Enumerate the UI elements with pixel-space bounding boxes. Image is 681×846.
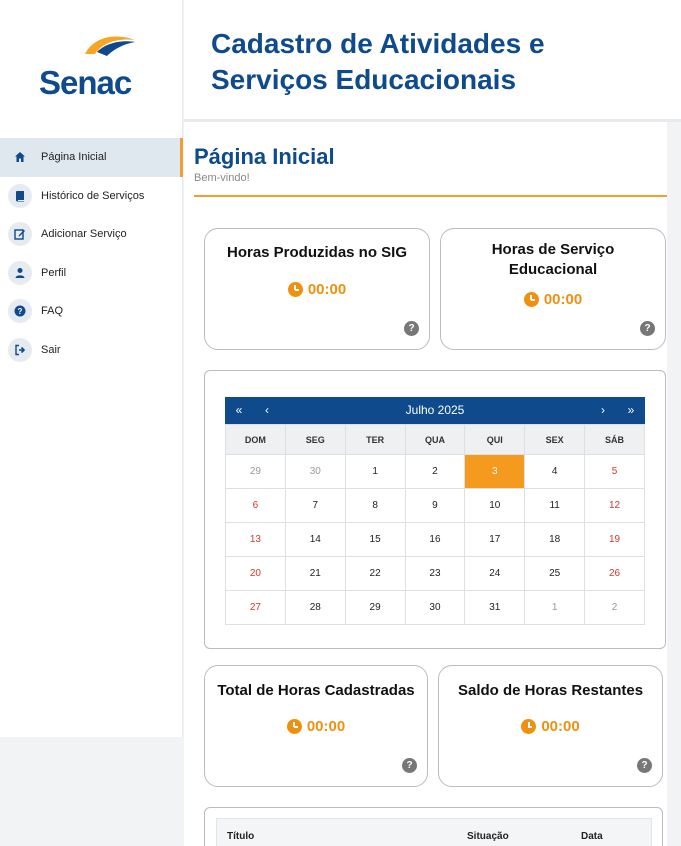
- sidebar-item-label: FAQ: [41, 305, 64, 318]
- logout-icon: [8, 338, 32, 362]
- card-value: [205, 281, 429, 298]
- svg-text:?: ?: [17, 307, 23, 317]
- calendar-day[interactable]: 19: [585, 523, 645, 557]
- weekday-header: SÁB: [585, 425, 645, 455]
- calendar-day[interactable]: 2: [405, 455, 465, 489]
- calendar-day[interactable]: 6: [226, 489, 286, 523]
- sidebar-item-perfil[interactable]: [0, 254, 183, 293]
- app-header: [184, 0, 681, 122]
- calendar-day[interactable]: 23: [405, 557, 465, 591]
- clock-icon: [287, 719, 302, 734]
- senac-logo: [37, 30, 149, 100]
- calendar-day[interactable]: 25: [525, 557, 585, 591]
- calendar-day[interactable]: 30: [405, 591, 465, 625]
- calendar-day[interactable]: 10: [465, 489, 525, 523]
- column-header-titulo: Título: [227, 831, 255, 842]
- calendar-week: [226, 523, 645, 557]
- question-icon: [8, 299, 32, 323]
- app-title: Cadastro de Atividades e Serviços Educacionais: [211, 28, 545, 95]
- table-header-row: [216, 818, 652, 846]
- book-icon: [8, 184, 32, 208]
- card-value: [439, 718, 662, 735]
- calendar-week: [226, 557, 645, 591]
- help-icon[interactable]: ?: [402, 758, 417, 773]
- card-title: Total de Horas Cadastradas: [217, 682, 415, 699]
- calendar-day[interactable]: 12: [585, 489, 645, 523]
- column-header-data: Data: [581, 831, 603, 842]
- calendar-month-label: Julho 2025: [405, 403, 465, 417]
- weekday-header: TER: [345, 425, 405, 455]
- card-horas-sig: [204, 228, 430, 350]
- services-table-card: [204, 807, 663, 846]
- calendar-day[interactable]: 26: [585, 557, 645, 591]
- card-value-text: 00:00: [541, 718, 580, 735]
- calendar-day[interactable]: 17: [465, 523, 525, 557]
- weekday-header: QUA: [405, 425, 465, 455]
- card-value-text: 00:00: [306, 718, 346, 735]
- card-saldo-horas: [438, 665, 663, 787]
- calendar-day[interactable]: 29: [226, 455, 286, 489]
- calendar-day[interactable]: 22: [345, 557, 405, 591]
- calendar-header: [225, 397, 645, 424]
- weekday-header: SEG: [285, 425, 345, 455]
- help-icon[interactable]: ?: [637, 758, 652, 773]
- column-header-situacao: Situação: [467, 831, 509, 842]
- calendar-day[interactable]: 18: [525, 523, 585, 557]
- sidebar-item-label: Sair: [41, 343, 61, 356]
- help-icon[interactable]: ?: [404, 321, 419, 336]
- sidebar-item-label: Perfil: [41, 266, 67, 279]
- card-horas-servico: [440, 228, 666, 350]
- calendar-day[interactable]: 2: [585, 591, 645, 625]
- sidebar-item-label: Adicionar Serviço: [41, 228, 127, 241]
- calendar-day[interactable]: 30: [285, 455, 345, 489]
- card-value-text: 00:00: [543, 291, 583, 308]
- sidebar-item-sair[interactable]: [0, 331, 183, 370]
- prev-year-button[interactable]: «: [235, 403, 243, 417]
- weekday-header: SEX: [525, 425, 585, 455]
- sidebar-item-historico[interactable]: [0, 177, 183, 216]
- calendar-day[interactable]: 29: [345, 591, 405, 625]
- svg-text:Senac: Senac: [39, 64, 132, 100]
- calendar-week: [226, 591, 645, 625]
- weekday-header: QUI: [465, 425, 525, 455]
- calendar-card: [204, 370, 666, 649]
- calendar-day[interactable]: 7: [285, 489, 345, 523]
- sidebar-nav: [0, 138, 183, 369]
- sidebar-item-label: Histórico de Serviços: [41, 189, 145, 202]
- calendar-day[interactable]: 14: [285, 523, 345, 557]
- card-title: Saldo de Horas Restantes: [457, 682, 644, 699]
- calendar-day[interactable]: 20: [226, 557, 286, 591]
- card-value: [205, 718, 427, 735]
- calendar-day[interactable]: 5: [585, 455, 645, 489]
- clock-icon: [524, 292, 539, 307]
- clock-icon: [288, 282, 303, 297]
- next-year-button[interactable]: »: [627, 403, 635, 417]
- calendar-grid: [225, 424, 645, 625]
- calendar-day[interactable]: 8: [345, 489, 405, 523]
- calendar-day[interactable]: 11: [525, 489, 585, 523]
- weekday-header: DOM: [226, 425, 286, 455]
- card-title: Horas Produzidas no SIG: [226, 244, 408, 261]
- calendar-day[interactable]: 21: [285, 557, 345, 591]
- card-title: Horas de Serviço Educacional: [491, 241, 615, 278]
- card-value-text: 00:00: [307, 281, 347, 298]
- calendar-day[interactable]: 3: [465, 455, 525, 489]
- calendar-day[interactable]: 15: [345, 523, 405, 557]
- clock-icon: [521, 719, 536, 734]
- main-content: [184, 122, 667, 846]
- edit-icon: [8, 222, 32, 246]
- help-icon[interactable]: ?: [640, 321, 655, 336]
- next-month-button[interactable]: ›: [601, 403, 605, 417]
- page-title: Página Inicial: [194, 144, 335, 169]
- sidebar-item-faq[interactable]: [0, 292, 183, 331]
- calendar-day[interactable]: 9: [405, 489, 465, 523]
- page-subtitle: Bem-vindo!: [194, 172, 250, 184]
- calendar-day[interactable]: 27: [226, 591, 286, 625]
- calendar-day[interactable]: 13: [226, 523, 286, 557]
- calendar-day[interactable]: 1: [345, 455, 405, 489]
- card-total-horas: [204, 665, 428, 787]
- calendar-week: [226, 455, 645, 489]
- card-value: [441, 291, 665, 308]
- calendar-day[interactable]: 31: [465, 591, 525, 625]
- sidebar-item-label: Página Inicial: [41, 151, 107, 164]
- title-divider: [194, 195, 667, 197]
- prev-month-button[interactable]: ‹: [265, 403, 269, 417]
- sidebar-item-adicionar-servico[interactable]: [0, 215, 183, 254]
- calendar-week: [226, 489, 645, 523]
- sidebar-item-pagina-inicial[interactable]: [0, 138, 183, 177]
- calendar-day[interactable]: 24: [465, 557, 525, 591]
- calendar-day[interactable]: 16: [405, 523, 465, 557]
- calendar-day[interactable]: 4: [525, 455, 585, 489]
- calendar-day[interactable]: 1: [525, 591, 585, 625]
- calendar-day[interactable]: 28: [285, 591, 345, 625]
- home-icon: [8, 145, 32, 169]
- user-icon: [8, 261, 32, 285]
- sidebar: [0, 0, 183, 737]
